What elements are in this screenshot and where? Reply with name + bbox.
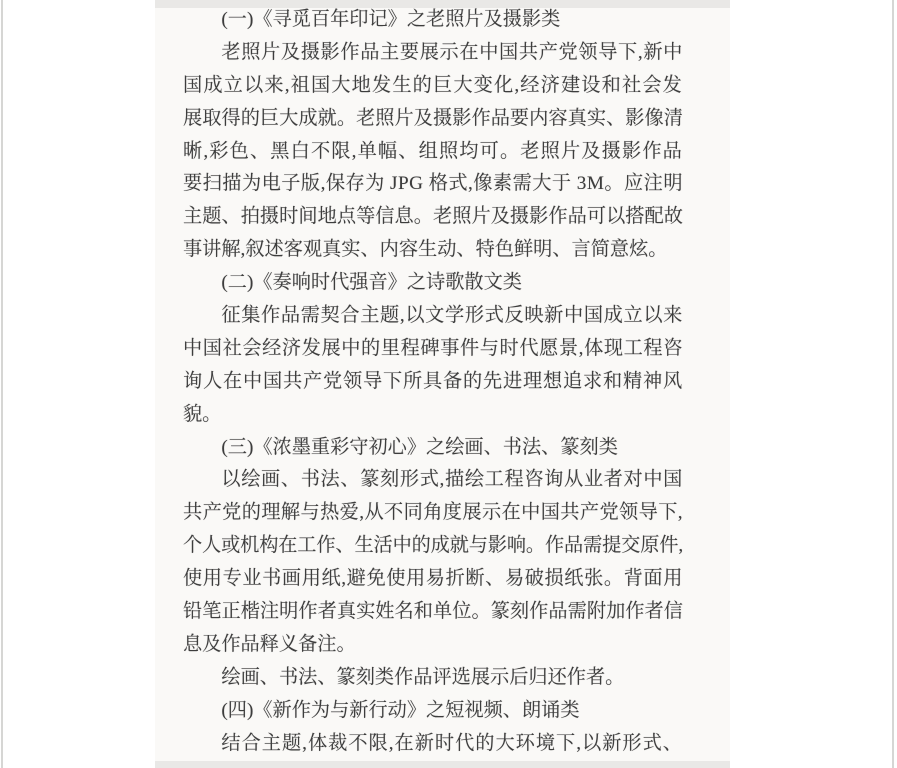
text-line-content: 中国社会经济发展中的里程碑事件与时代愿景,体现工程咨	[183, 337, 683, 359]
text-line	[183, 267, 683, 300]
page-gap-bottom	[155, 761, 730, 768]
text-line	[183, 695, 683, 728]
text-line-content: 貌。	[183, 403, 222, 425]
text-line	[183, 300, 683, 333]
text-line	[183, 168, 683, 201]
text-line	[183, 662, 683, 695]
text-line-content: 铅笔正楷注明作者真实姓名和单位。篆刻作品需附加作者信	[183, 601, 683, 623]
text-line	[183, 366, 683, 399]
text-line-content: 国成立以来,祖国大地发生的巨大变化,经济建设和社会发	[183, 74, 683, 96]
text-line	[183, 37, 683, 70]
text-line	[183, 629, 683, 662]
text-line-content: (三)《浓墨重彩守初心》之绘画、书法、篆刻类	[221, 436, 618, 458]
text-line-content: (四)《新作为与新行动》之短视频、朗诵类	[221, 699, 580, 721]
text-line	[183, 596, 683, 629]
text-line-content: 事讲解,叙述客观真实、内容生动、特色鲜明、言简意炫。	[183, 239, 668, 261]
text-line-content: 询人在中国共产党领导下所具备的先进理想追求和精神风	[183, 370, 683, 392]
text-line	[183, 432, 683, 465]
text-line-content: 以绘画、书法、篆刻形式,描绘工程咨询从业者对中国	[221, 469, 683, 491]
text-line-content: (二)《奏响时代强音》之诗歌散文类	[221, 272, 522, 294]
text-line-content: 展取得的巨大成就。老照片及摄影作品要内容真实、影像清	[183, 107, 683, 129]
text-line-content: 息及作品释义备注。	[183, 633, 356, 655]
text-line-content: 晰,彩色、黑白不限,单幅、组照均可。老照片及摄影作品	[183, 140, 683, 162]
document-text	[183, 4, 683, 760]
text-line-content: 征集作品需契合主题,以文学形式反映新中国成立以来	[221, 305, 683, 327]
text-line	[183, 70, 683, 103]
text-line	[183, 530, 683, 563]
text-line-content: 老照片及摄影作品主要展示在中国共产党领导下,新中	[221, 41, 683, 63]
text-line	[183, 497, 683, 530]
text-line-content: 绘画、书法、篆刻类作品评选展示后归还作者。	[221, 666, 625, 688]
text-line	[183, 4, 683, 37]
right-border-line	[892, 0, 894, 768]
text-line-content: 使用专业书画用纸,避免使用易折断、易破损纸张。背面用	[183, 568, 683, 590]
left-border-line	[1, 0, 3, 768]
text-line-content: 要扫描为电子版,保存为 JPG 格式,像素需大于 3M。应注明	[183, 173, 683, 195]
text-line-content: 个人或机构在工作、生活中的成就与影响。作品需提交原件,	[183, 535, 683, 557]
text-line	[183, 234, 683, 267]
text-line	[183, 136, 683, 169]
text-line	[183, 333, 683, 366]
text-line	[183, 103, 683, 136]
text-line-content: 共产党的理解与热爱,从不同角度展示在中国共产党领导下,	[183, 502, 683, 524]
text-line-content: (一)《寻觅百年印记》之老照片及摄影类	[221, 9, 561, 30]
text-line	[183, 563, 683, 596]
text-line-content: 结合主题,体裁不限,在新时代的大环境下,以新形式、	[221, 732, 683, 754]
text-line-content: 主题、拍摄时间地点等信息。老照片及摄影作品可以搭配故	[183, 206, 683, 228]
text-line	[183, 399, 683, 432]
text-line	[183, 728, 683, 761]
text-line	[183, 201, 683, 234]
text-line	[183, 464, 683, 497]
